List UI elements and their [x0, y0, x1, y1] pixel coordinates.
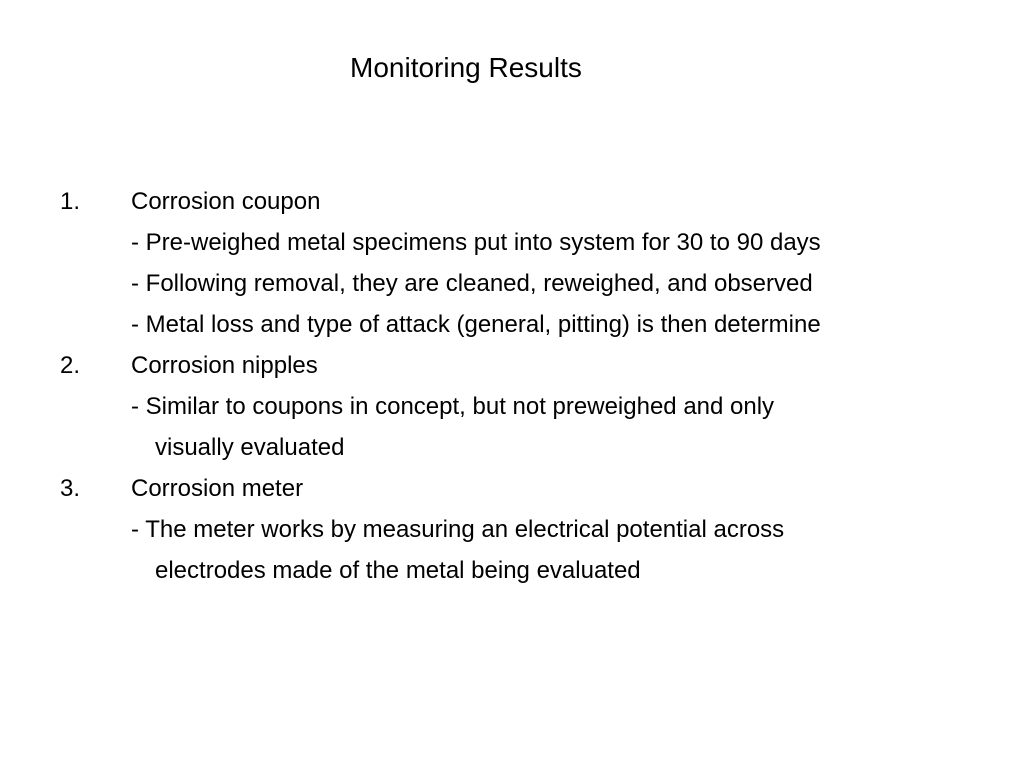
- list-item-heading: Corrosion nipples: [131, 352, 318, 379]
- list-item-number: 3.: [60, 475, 81, 502]
- list-item-heading: Corrosion coupon: [131, 188, 321, 215]
- list-item-detail: - Following removal, they are cleaned, reweighed, and observed: [131, 270, 813, 297]
- list-item-detail: - Metal loss and type of attack (general, pitting) is then determine: [131, 311, 821, 338]
- list-item-1: [60, 183, 1000, 224]
- list-item-detail: - The meter works by measuring an electrical potential across: [131, 516, 785, 543]
- list-item-3: [60, 470, 1000, 511]
- list-item-detail: - Similar to coupons in concept, but not preweighed and only: [131, 393, 775, 420]
- slide-title: Monitoring Results: [350, 52, 582, 83]
- list-item-number: 2.: [60, 352, 81, 379]
- list-item-detail-continued: electrodes made of the metal being evaluated: [155, 557, 641, 584]
- list-item-detail: - Pre-weighed metal specimens put into system for 30 to 90 days: [131, 229, 821, 256]
- slide-content: [60, 183, 1000, 593]
- list-item-2: [60, 347, 1000, 388]
- list-item-heading: Corrosion meter: [131, 475, 304, 502]
- list-item-number: 1.: [60, 188, 81, 215]
- list-item-detail-continued: visually evaluated: [155, 434, 345, 461]
